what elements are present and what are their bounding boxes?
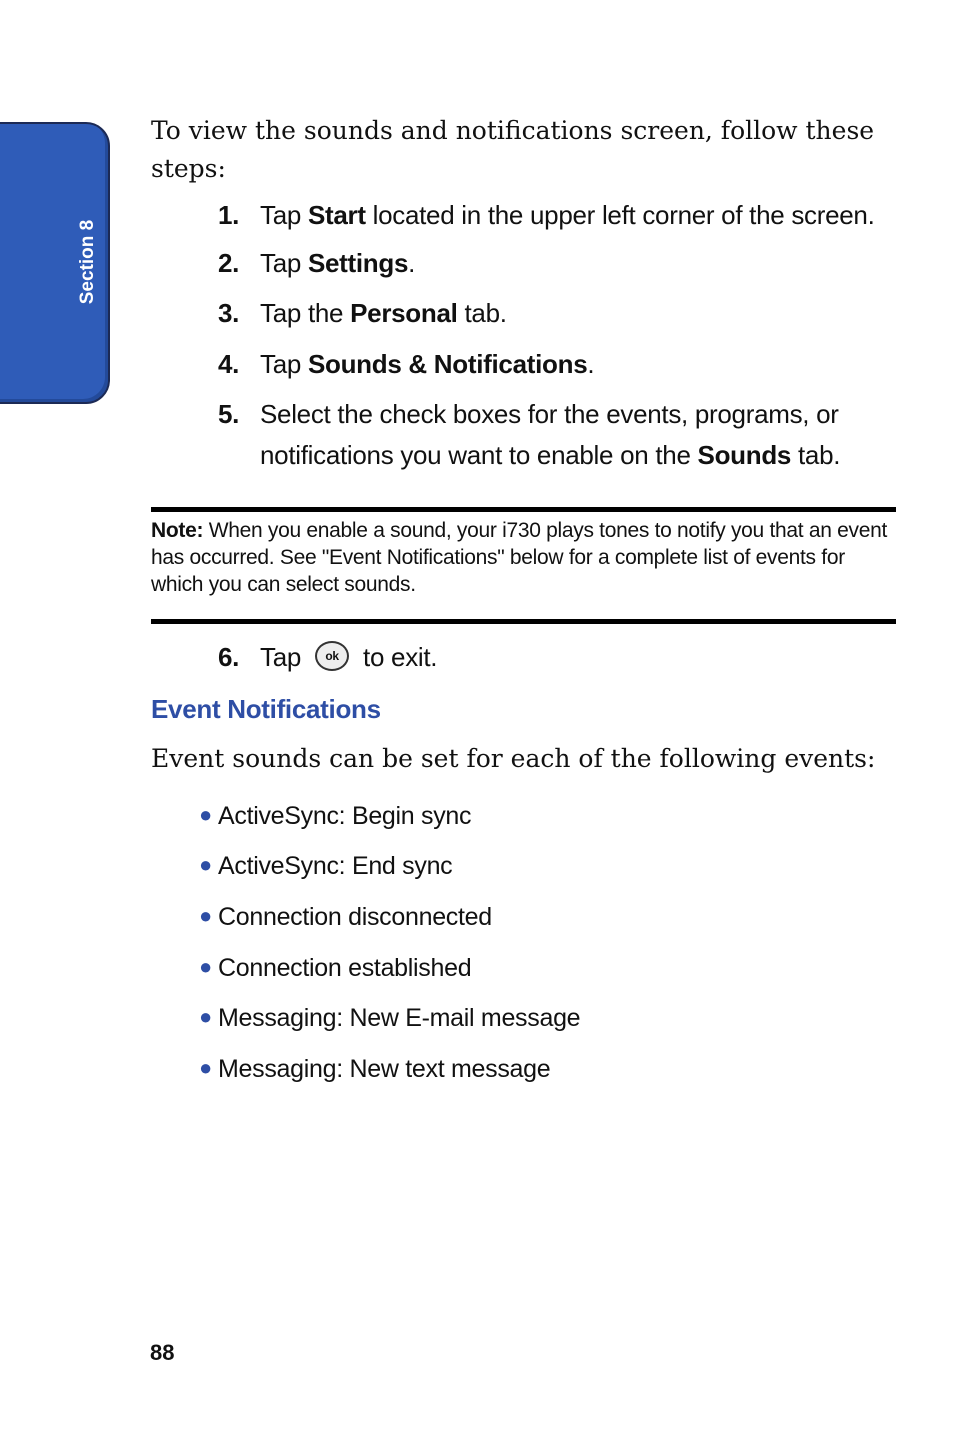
list-item-text: Messaging: New E-mail message xyxy=(218,1004,581,1032)
list-item xyxy=(199,1004,580,1033)
note-text: When you enable a sound, your i730 plays tones to notify you that an event has occurred. See "Event Notifications" below for a complete list of events for which you can select sounds. xyxy=(151,519,887,596)
list-item xyxy=(199,852,452,881)
step-text: Tap xyxy=(260,642,302,672)
step-bold: Sounds & Notifications xyxy=(307,349,588,379)
step-bold: Start xyxy=(307,200,366,230)
step-bold: Personal xyxy=(350,298,458,328)
list-item-text: Connection disconnected xyxy=(218,903,492,931)
bullet-icon: ● xyxy=(199,802,212,827)
list-item-text: ActiveSync: Begin sync xyxy=(218,802,472,830)
step-text: Tap xyxy=(260,200,308,230)
list-item-text: Connection established xyxy=(218,954,472,982)
step-number: 2. xyxy=(218,248,240,278)
list-item-text: ActiveSync: End sync xyxy=(218,852,453,880)
step-number: 3. xyxy=(218,298,240,328)
step-text: Tap the xyxy=(260,298,351,328)
step-text: tab. xyxy=(457,298,507,328)
step-bold: Sounds xyxy=(697,440,792,470)
step-text: Tap xyxy=(260,349,308,379)
list-item xyxy=(199,954,471,983)
step-number: 5. xyxy=(218,399,240,429)
step-number: 1. xyxy=(218,200,240,230)
note-top-rule xyxy=(151,507,896,512)
note-label: Note: xyxy=(151,519,204,542)
step-text: notifications you want to enable on the xyxy=(260,440,698,470)
step-text: Select the check boxes for the events, programs, or xyxy=(260,399,839,429)
intro-paragraph: To view the sounds and notifications screen, follow these steps: xyxy=(151,116,875,183)
page-number: 88 xyxy=(150,1340,175,1365)
step-text: . xyxy=(587,349,595,379)
bullet-icon: ● xyxy=(199,1004,212,1029)
list-item xyxy=(199,802,471,831)
bullet-icon: ● xyxy=(199,852,212,877)
step-text: tab. xyxy=(791,440,841,470)
step-number: 4. xyxy=(218,349,240,379)
bullet-icon: ● xyxy=(199,903,212,928)
list-item-text: Messaging: New text message xyxy=(218,1055,551,1083)
bullet-icon: ● xyxy=(199,1055,212,1080)
step-bold: Settings xyxy=(307,248,409,278)
step-text: to exit. xyxy=(363,642,438,672)
note-bottom-rule xyxy=(151,619,896,624)
section-heading: Event Notifications xyxy=(151,694,381,724)
step-text: . xyxy=(408,248,416,278)
step-text: located in the upper left corner of the screen. xyxy=(365,200,875,230)
list-item xyxy=(199,903,492,932)
list-item xyxy=(199,1055,550,1084)
step-number: 6. xyxy=(218,642,240,672)
events-intro: Event sounds can be set for each of the following events: xyxy=(151,744,876,773)
bullet-icon: ● xyxy=(199,954,212,979)
ok-button-icon: ok xyxy=(315,641,349,671)
note-box xyxy=(151,517,896,598)
step-text: Tap xyxy=(260,248,308,278)
section-tab-label: Section 8 xyxy=(77,219,98,305)
